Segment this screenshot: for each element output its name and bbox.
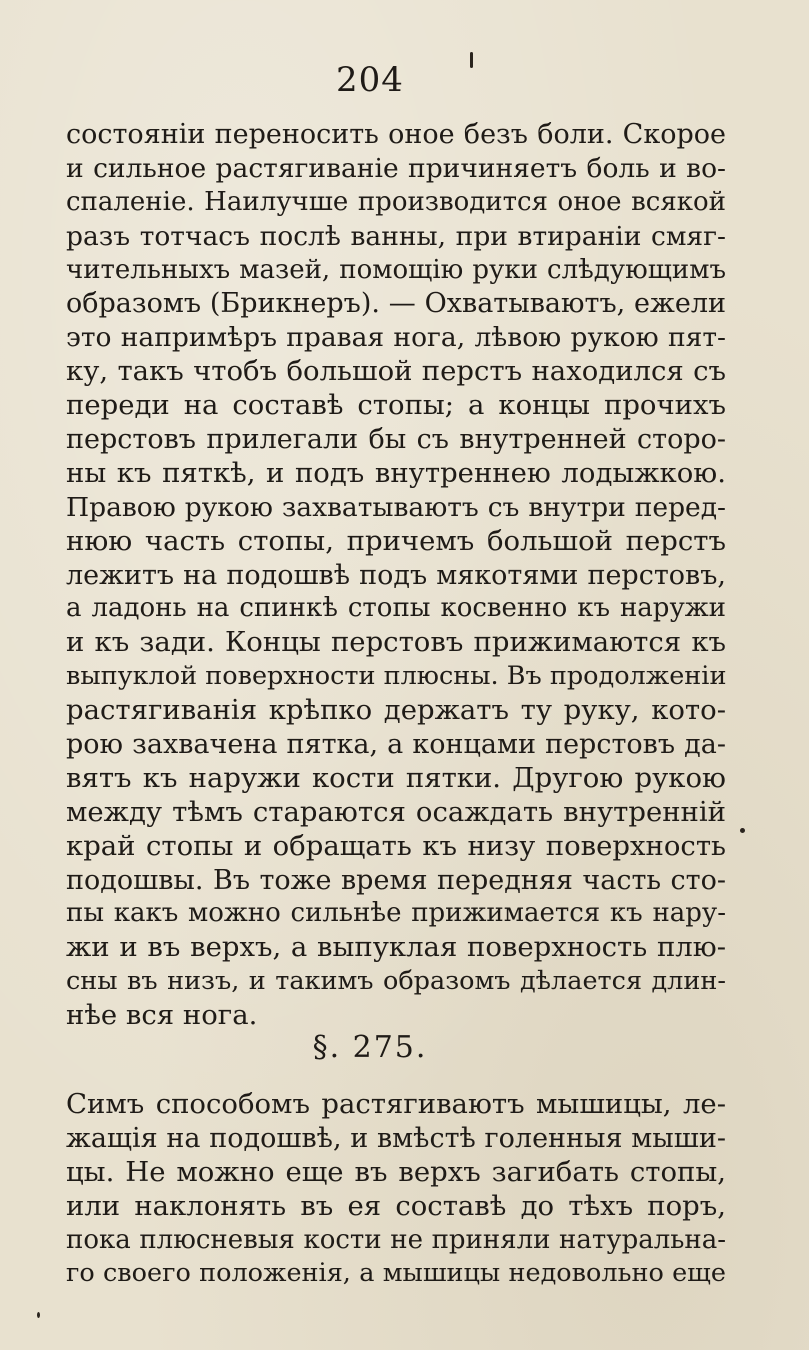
text-line: это напримѣръ правая нога, лѣвою рукою пят- — [66, 322, 726, 354]
text-line: чительныхъ мазей, помощію руки слѣдующимъ — [66, 254, 726, 285]
text-line: растягиванія крѣпко держатъ ту руку, кото- — [66, 694, 726, 727]
text-line: подошвы. Въ тоже время передняя часть сто- — [66, 864, 726, 896]
text-line: или наклонять въ ея составѣ до тѣхъ поръ, — [66, 1189, 726, 1222]
text-line: разъ тотчасъ послѣ ванны, при втираніи смяг- — [66, 220, 726, 252]
text-line: выпуклой поверхности плюсны. Въ продолженіи — [66, 661, 727, 692]
page-number: 204 — [336, 60, 404, 100]
ink-speck — [37, 1312, 40, 1318]
text-line: и къ зади. Концы перстовъ прижимаются къ — [66, 626, 726, 659]
text-line: и сильное растягиваніе причиняетъ боль и во- — [66, 152, 726, 184]
text-line: нюю часть стопы, причемъ большой перстъ — [66, 524, 726, 557]
text-line: переди на составѣ стопы; а концы прочихъ — [66, 389, 726, 422]
text-line: Правою рукою захватываютъ съ внутри перед- — [66, 491, 726, 523]
paragraph-2 — [66, 1088, 726, 1291]
text-line: пока плюсневыя кости не приняли натуральна- — [66, 1224, 726, 1255]
text-line: нѣе вся нога. — [66, 999, 258, 1032]
text-line: ны къ пяткѣ, и подъ внутреннею лодыжкою. — [66, 456, 726, 489]
text-line: ку, такъ чтобъ большой перстъ находился съ — [66, 355, 726, 388]
text-line: лежитъ на подошвѣ подъ мякотями перстовъ, — [66, 559, 726, 591]
section-heading: §. 275. — [312, 1030, 428, 1065]
text-line: образомъ (Брикнеръ). — Охватываютъ, ежели — [66, 288, 726, 320]
paragraph-1 — [66, 118, 726, 1033]
text-line: пы какъ можно сильнѣе прижимается къ нару- — [66, 898, 726, 929]
text-line: Симъ способомъ растягиваютъ мышицы, ле- — [66, 1088, 726, 1120]
text-line: состояніи переносить оное безъ боли. Скорое — [66, 119, 726, 150]
text-line: а ладонь на спинкѣ стопы косвенно къ наружи — [66, 593, 726, 624]
ink-speck — [470, 52, 473, 68]
text-line: перстовъ прилегали бы съ внутренней сторо- — [66, 424, 726, 456]
text-line: жи и въ верхъ, а выпуклая поверхность плю- — [66, 931, 726, 964]
text-line: край стопы и обращать къ низу поверхность — [66, 829, 726, 862]
text-line: вятъ къ наружи кости пятки. Другою рукою — [66, 761, 726, 794]
text-line: цы. Не можно еще въ верхъ загибать стопы, — [66, 1155, 726, 1188]
text-line: между тѣмъ стараются осаждать внутренній — [66, 795, 726, 828]
ink-speck — [740, 828, 745, 833]
text-line: жащія на подошвѣ, и вмѣстѣ голенныя мыши- — [66, 1122, 726, 1154]
text-line: го своего положенія, а мышицы недовольно еще — [66, 1258, 726, 1289]
text-line: рою захвачена пятка, а концами перстовъ да- — [66, 729, 726, 761]
text-line: сны въ низъ, и такимъ образомъ дѣлается длин- — [66, 966, 726, 997]
text-line: спаленіе. Наилучше производится оное всякой — [66, 186, 726, 217]
